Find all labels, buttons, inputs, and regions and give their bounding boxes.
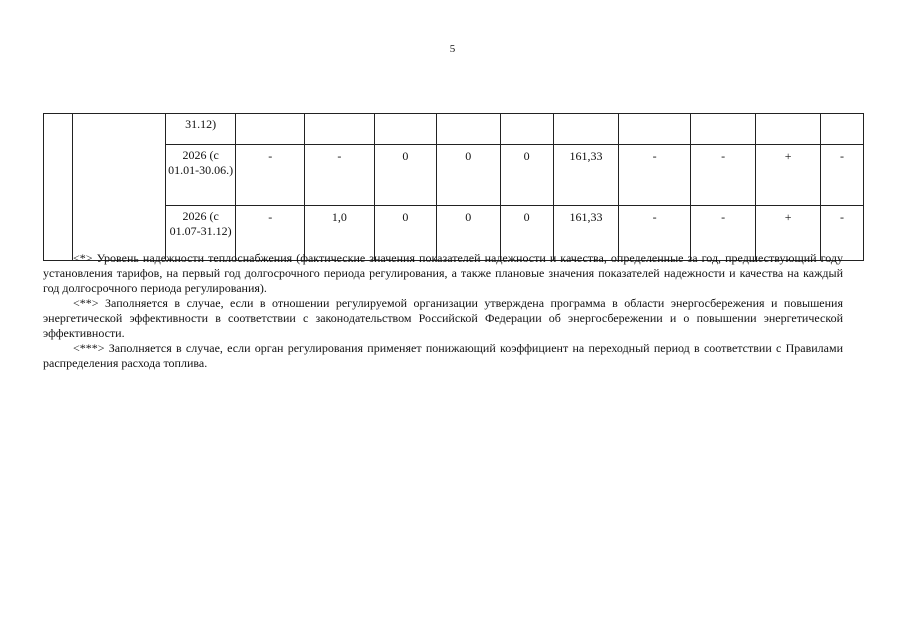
value-cell: 161,33 [553, 145, 619, 206]
period-cell: 2026 (с 01.07-31.12) [165, 206, 236, 261]
value-cell: - [690, 206, 756, 261]
value-cell: 0 [500, 145, 553, 206]
period-cell: 2026 (с 01.01-30.06.) [165, 145, 236, 206]
footnote-reliability: <*> Уровень надежности теплоснабжения (фактические значения показателей надежности и качества, определенные за год, предшествующий году установления тарифов, на первый год долгосрочного периода регулирования, а также плановые значения показателей надежности и качества на каждый год долгосрочного периода регулирования). [43, 251, 843, 295]
value-cell [619, 114, 691, 145]
value-cell: 161,33 [553, 206, 619, 261]
value-cell: - [619, 145, 691, 206]
value-cell: - [236, 145, 305, 206]
value-cell [236, 114, 305, 145]
value-cell [553, 114, 619, 145]
value-cell: 0 [374, 145, 436, 206]
footnote-energy-saving: <**> Заполняется в случае, если в отношении регулируемой организации утверждена программа в области энергосбережения и повышения энергетической эффективности в соответствии с законодательством Российской Федерации об энергосбережении и о повышении энергетической эффективности. [43, 296, 843, 340]
index-cell [44, 114, 73, 261]
value-cell [500, 114, 553, 145]
footnotes [43, 251, 843, 371]
value-cell: + [756, 206, 820, 261]
value-cell: - [236, 206, 305, 261]
table-row [44, 145, 864, 206]
value-cell: - [820, 206, 863, 261]
value-cell: - [619, 206, 691, 261]
value-cell: + [756, 145, 820, 206]
tariff-table [43, 113, 864, 261]
value-cell [437, 114, 500, 145]
organization-cell [72, 114, 165, 261]
value-cell: - [305, 145, 375, 206]
value-cell [374, 114, 436, 145]
page-number: 5 [449, 43, 456, 55]
footnote-fuel-coefficient: <***> Заполняется в случае, если орган регулирования применяет понижающий коэффициент на переходный период в соответствии с Правилами распределения расхода топлива. [43, 341, 843, 370]
value-cell [820, 114, 863, 145]
table-row [44, 114, 864, 145]
value-cell: 1,0 [305, 206, 375, 261]
value-cell: 0 [500, 206, 553, 261]
value-cell [305, 114, 375, 145]
value-cell: - [690, 145, 756, 206]
value-cell: - [820, 145, 863, 206]
value-cell: 0 [437, 206, 500, 261]
value-cell [756, 114, 820, 145]
value-cell [690, 114, 756, 145]
value-cell: 0 [374, 206, 436, 261]
period-cell: 31.12) [165, 114, 236, 145]
value-cell: 0 [437, 145, 500, 206]
